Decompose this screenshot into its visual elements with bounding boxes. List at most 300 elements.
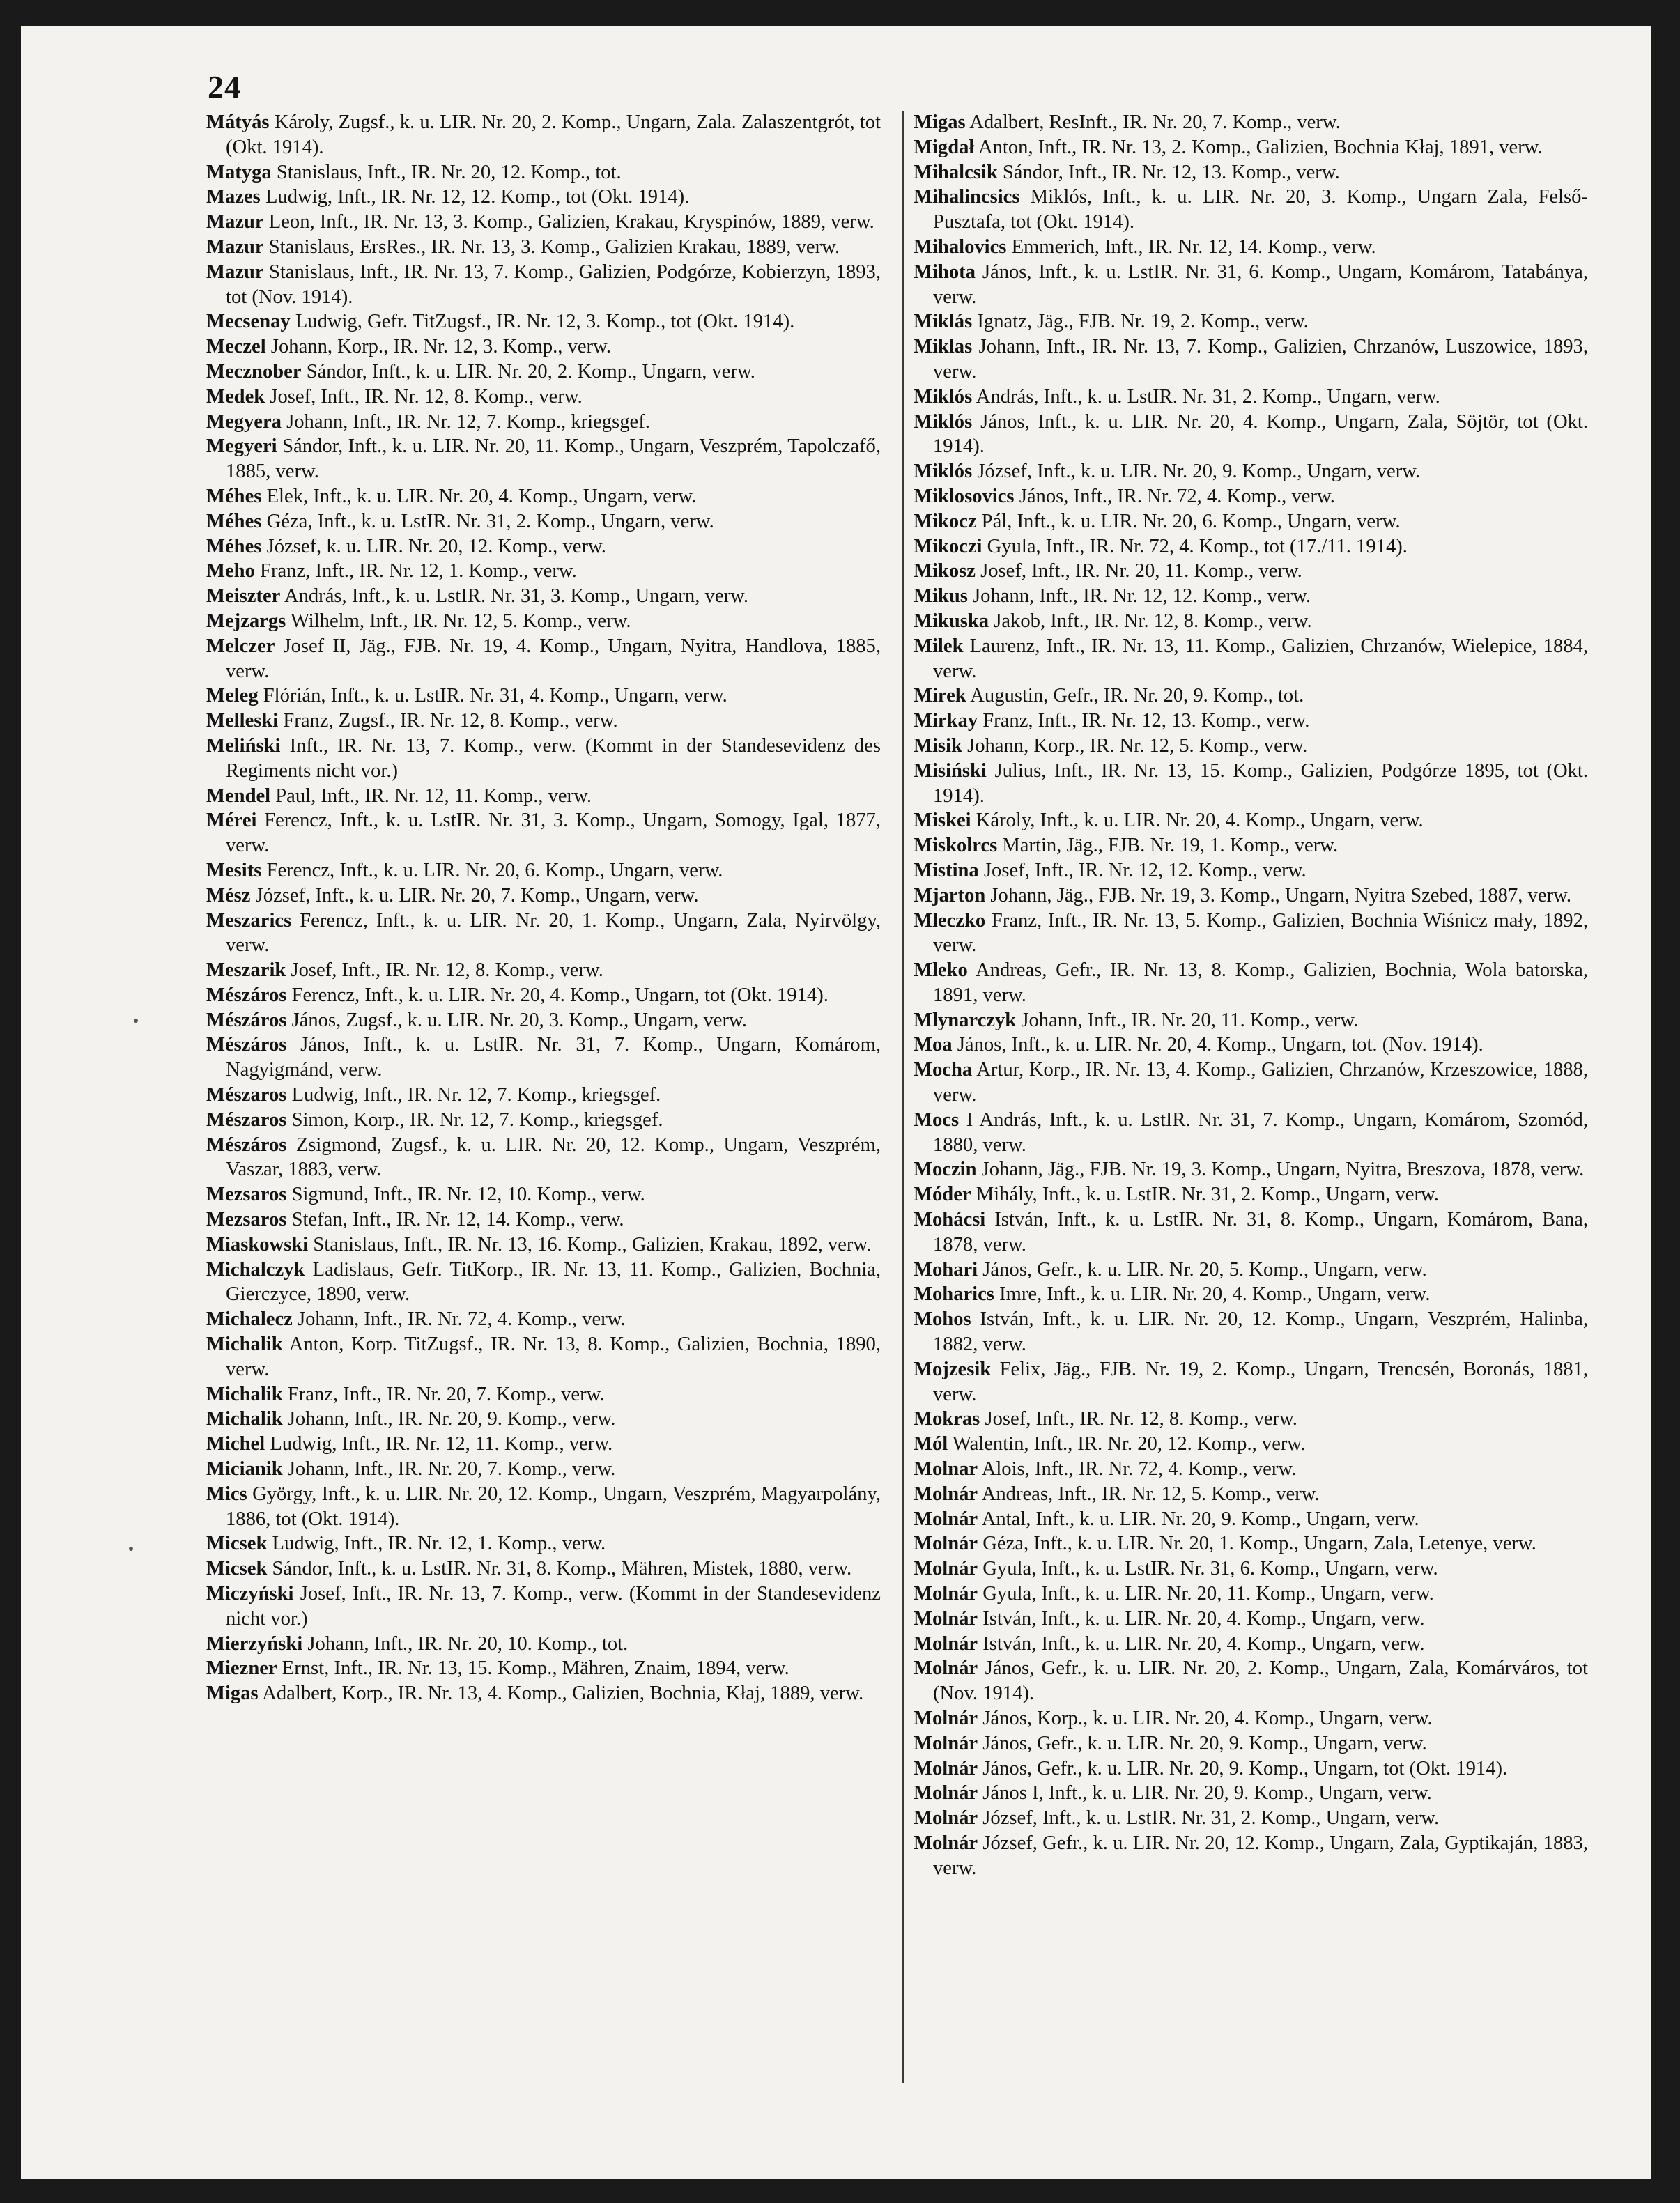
entry-surname: Molnár [914, 1583, 978, 1605]
entry-details: András, Inft., k. u. LstIR. Nr. 31, 3. Komp., Ungarn, verw. [284, 585, 748, 608]
register-entry [914, 833, 1588, 858]
register-entry [914, 534, 1588, 559]
register-entry [206, 634, 881, 684]
entry-details: Johann, Jäg., FJB. Nr. 19, 3. Komp., Ungarn, Nyitra Szebed, 1887, verw. [990, 884, 1572, 906]
register-entry [206, 1232, 881, 1258]
entry-details: Géza, Inft., k. u. LIR. Nr. 20, 1. Komp., Ungarn, Zala, Letenye, verw. [982, 1533, 1536, 1555]
entry-surname: Mojzesik [914, 1358, 992, 1380]
entry-surname: Miklós [914, 385, 973, 408]
entry-details: Laurenz, Inft., IR. Nr. 13, 11. Komp., Galizien, Chrzanów, Wielepice, 1884, verw. [933, 635, 1588, 682]
entry-surname: Matyga [206, 161, 272, 183]
entry-surname: Medek [206, 385, 265, 408]
entry-surname: Miklosovics [914, 485, 1015, 507]
entry-surname: Meczel [206, 336, 266, 358]
entry-details: Walentin, Inft., IR. Nr. 20, 12. Komp., verw. [952, 1433, 1306, 1455]
register-entry [914, 309, 1588, 334]
register-entry [914, 734, 1588, 759]
register-entry [914, 135, 1588, 160]
register-entry [206, 235, 881, 260]
entry-details: Adalbert, ResInft., IR. Nr. 20, 7. Komp., verw. [969, 111, 1341, 133]
entry-details: Imre, Inft., k. u. LIR. Nr. 20, 4. Komp., Ungarn, verw. [999, 1283, 1431, 1306]
entry-details: József, Inft., k. u. LIR. Nr. 20, 7. Komp., Ungarn, verw. [255, 884, 699, 906]
register-entry [206, 1083, 881, 1108]
register-entry [206, 385, 881, 410]
entry-details: Ferencz, Inft., k. u. LIR. Nr. 20, 1. Komp., Ungarn, Zala, Nyirvölgy, verw. [226, 909, 881, 957]
entry-details: Josef, Inft., IR. Nr. 20, 11. Komp., verw. [980, 560, 1302, 582]
register-entry [206, 309, 881, 334]
entry-details: Ladislaus, Gefr. TitKorp., IR. Nr. 13, 11. Komp., Galizien, Bochnia, Gierczyce, 1890, verw. [226, 1258, 881, 1306]
entry-details: Gyula, Inft., k. u. LstIR. Nr. 31, 6. Komp., Ungarn, verw. [982, 1558, 1438, 1580]
register-entry [914, 334, 1588, 385]
entry-surname: Micianik [206, 1458, 283, 1481]
entry-surname: Miklás [914, 311, 973, 333]
entry-surname: Mokras [914, 1408, 980, 1430]
register-entry [206, 709, 881, 734]
entry-details: Ludwig, Inft., IR. Nr. 12, 11. Komp., verw. [270, 1433, 613, 1455]
register-entry [914, 1831, 1588, 1881]
register-entry [914, 1607, 1588, 1632]
register-entry [914, 609, 1588, 634]
entry-details: János, Korp., k. u. LIR. Nr. 20, 4. Komp., Ungarn, verw. [982, 1708, 1433, 1729]
entry-surname: Mihalovics [914, 235, 1007, 258]
entry-surname: Molnár [914, 1483, 978, 1505]
entry-details: Ferencz, Inft., k. u. LstIR. Nr. 31, 3. Komp., Ungarn, Somogy, Igal, 1877, verw. [226, 810, 881, 857]
entry-details: István, Inft., k. u. LIR. Nr. 20, 4. Komp., Ungarn, verw. [982, 1632, 1425, 1655]
register-entry [206, 534, 881, 559]
entry-surname: Miklós [914, 410, 973, 433]
entry-surname: Michalik [206, 1334, 283, 1356]
page-number: 24 [208, 69, 241, 105]
entry-details: Ludwig, Gefr. TitZugsf., IR. Nr. 12, 3. Komp., tot (Okt. 1914). [295, 311, 795, 333]
register-entry [914, 1157, 1588, 1182]
entry-details: Adalbert, Korp., IR. Nr. 13, 4. Komp., Galizien, Bochnia, Kłaj, 1889, verw. [262, 1683, 864, 1705]
entry-surname: Mérei [206, 810, 257, 832]
entry-surname: Mocha [914, 1059, 973, 1081]
register-entry [914, 1806, 1588, 1831]
entry-details: Stefan, Inft., IR. Nr. 12, 14. Komp., verw. [291, 1209, 624, 1231]
register-entry [914, 509, 1588, 534]
entry-details: János, Gefr., k. u. LIR. Nr. 20, 2. Komp., Ungarn, Zala, Komárváros, tot (Nov. 1914). [933, 1657, 1588, 1705]
register-entry [206, 1182, 881, 1207]
register-entry [914, 1756, 1588, 1781]
entry-surname: Mendel [206, 784, 271, 807]
entry-details: Stanislaus, Inft., IR. Nr. 20, 12. Komp., tot. [276, 161, 622, 183]
entry-surname: Megyera [206, 410, 282, 433]
register-entry [914, 1507, 1588, 1532]
register-entry [914, 1582, 1588, 1607]
entry-details: Johann, Inft., IR. Nr. 72, 4. Komp., verw. [298, 1308, 626, 1331]
entry-surname: Mikus [914, 585, 968, 608]
register-entry [206, 734, 881, 784]
register-entry [206, 808, 881, 858]
entry-surname: Molnár [914, 1708, 978, 1729]
register-entry [206, 1556, 881, 1582]
entry-surname: Mész [206, 884, 251, 906]
register-entry [914, 559, 1588, 584]
register-entry [206, 1457, 881, 1482]
register-entry [914, 883, 1588, 909]
entry-details: Géza, Inft., k. u. LstIR. Nr. 31, 2. Komp., Ungarn, verw. [266, 510, 714, 532]
entry-details: Franz, Zugsf., IR. Nr. 12, 8. Komp., verw. [283, 710, 618, 732]
entry-details: János, Gefr., k. u. LIR. Nr. 20, 9. Komp., Ungarn, tot (Okt. 1914). [982, 1757, 1508, 1779]
entry-details: József, Gefr., k. u. LIR. Nr. 20, 12. Komp., Ungarn, Zala, Gyptikaján, 1883, verw. [933, 1832, 1588, 1879]
register-entry [914, 1781, 1588, 1806]
entry-details: Josef II, Jäg., FJB. Nr. 19, 4. Komp., Ungarn, Nyitra, Handlova, 1885, verw. [226, 635, 881, 682]
entry-details: Sigmund, Inft., IR. Nr. 12, 10. Komp., verw. [291, 1184, 645, 1206]
register-entry [914, 385, 1588, 410]
margin-dot [134, 1019, 138, 1023]
register-entry [914, 1656, 1588, 1706]
register-entry [206, 1632, 881, 1657]
entry-surname: Miskei [914, 810, 971, 832]
entry-details: Johann, Inft., IR. Nr. 12, 7. Komp., kriegsgef. [286, 410, 650, 433]
entry-details: Andreas, Inft., IR. Nr. 12, 5. Komp., verw. [981, 1483, 1320, 1505]
entry-surname: Molnár [914, 1607, 978, 1630]
column-divider [902, 111, 904, 2083]
entry-surname: Mohácsi [914, 1209, 986, 1231]
entry-details: Ludwig, Inft., IR. Nr. 12, 1. Komp., verw. [272, 1533, 606, 1555]
entry-details: Antal, Inft., k. u. LIR. Nr. 20, 9. Komp., Ungarn, verw. [981, 1508, 1419, 1530]
entry-surname: Mistina [914, 859, 979, 881]
entry-surname: Miczyński [206, 1583, 294, 1605]
register-entry [206, 410, 881, 435]
entry-surname: Mecsenay [206, 311, 291, 333]
entry-surname: Misiński [914, 759, 987, 782]
entry-surname: Mikuska [914, 610, 989, 632]
entry-details: Ignatz, Jäg., FJB. Nr. 19, 2. Komp., verw. [977, 311, 1309, 333]
entry-surname: Mirek [914, 685, 966, 707]
entry-surname: Mjarton [914, 884, 986, 906]
entry-surname: Méhes [206, 535, 262, 557]
register-entry [914, 1357, 1588, 1407]
entry-details: Johann, Inft., IR. Nr. 20, 10. Komp., tot. [307, 1632, 629, 1655]
entry-surname: Mirkay [914, 710, 978, 732]
register-entry [914, 1058, 1588, 1108]
entry-surname: Móder [914, 1184, 971, 1206]
entry-surname: Mocs [914, 1108, 960, 1131]
entry-surname: Mazur [206, 211, 264, 233]
entry-surname: Miskolrcs [914, 835, 998, 857]
entry-details: Ferencz, Inft., k. u. LIR. Nr. 20, 6. Komp., Ungarn, verw. [266, 859, 723, 881]
entry-surname: Mól [914, 1433, 948, 1455]
entry-surname: Michalik [206, 1408, 283, 1430]
register-entry [206, 983, 881, 1008]
entry-surname: Mátyás [206, 111, 270, 133]
register-entry [206, 484, 881, 509]
entry-details: Sándor, Inft., k. u. LIR. Nr. 20, 2. Komp., Ungarn, verw. [306, 360, 755, 382]
entry-surname: Mejzargs [206, 610, 286, 632]
entry-details: Johann, Korp., IR. Nr. 12, 3. Komp., verw. [270, 336, 612, 358]
entry-details: Emmerich, Inft., IR. Nr. 12, 14. Komp., verw. [1011, 235, 1376, 258]
entry-surname: Micsek [206, 1558, 268, 1580]
register-entry [206, 260, 881, 310]
register-entry [206, 185, 881, 210]
entry-details: Josef, Inft., IR. Nr. 13, 7. Komp., verw. (Kommt in der Standesevidenz nicht vor.) [226, 1583, 881, 1630]
entry-surname: Mészáros [206, 984, 287, 1006]
entry-surname: Mezsaros [206, 1209, 287, 1231]
entry-details: András, Inft., k. u. LstIR. Nr. 31, 2. Komp., Ungarn, verw. [976, 385, 1440, 408]
entry-details: Josef, Inft., IR. Nr. 12, 8. Komp., verw. [270, 385, 583, 408]
entry-details: Franz, Inft., IR. Nr. 20, 7. Komp., verw. [287, 1383, 605, 1405]
entry-surname: Miklós [914, 461, 973, 483]
entry-details: Anton, Inft., IR. Nr. 13, 2. Komp., Galizien, Bochnia Kłaj, 1891, verw. [978, 136, 1543, 158]
right-column [914, 110, 1588, 1881]
entry-details: János, Inft., k. u. LIR. Nr. 20, 4. Komp., Ungarn, Zala, Söjtör, tot (Okt. 1914). [933, 410, 1588, 458]
register-entry [914, 634, 1588, 684]
entry-details: József, Inft., k. u. LIR. Nr. 20, 9. Komp., Ungarn, verw. [977, 461, 1421, 483]
entry-details: Josef, Inft., IR. Nr. 12, 8. Komp., verw. [985, 1408, 1297, 1430]
entry-details: József, k. u. LIR. Nr. 20, 12. Komp., verw. [266, 535, 606, 557]
register-entry [914, 1531, 1588, 1556]
register-entry [206, 434, 881, 484]
entry-details: Sándor, Inft., k. u. LstIR. Nr. 31, 8. Komp., Mähren, Mistek, 1880, verw. [272, 1558, 852, 1580]
entry-details: József, Inft., k. u. LstIR. Nr. 31, 2. Komp., Ungarn, verw. [982, 1807, 1440, 1830]
register-entry [206, 1258, 881, 1308]
entry-details: Ernst, Inft., IR. Nr. 13, 15. Komp., Mähren, Znaim, 1894, verw. [282, 1657, 789, 1680]
entry-surname: Mihota [914, 261, 976, 283]
register-entry [206, 1008, 881, 1033]
entry-surname: Megyeri [206, 435, 277, 458]
entry-surname: Mleko [914, 959, 968, 982]
entry-details: Károly, Inft., k. u. LIR. Nr. 20, 4. Komp., Ungarn, verw. [976, 810, 1424, 832]
entry-details: Paul, Inft., IR. Nr. 12, 11. Komp., verw. [275, 784, 592, 807]
register-entry [914, 1008, 1588, 1033]
register-entry [206, 110, 881, 160]
register-entry [206, 1033, 881, 1083]
register-entry [914, 484, 1588, 509]
entry-details: Martin, Jäg., FJB. Nr. 19, 1. Komp., verw. [1002, 835, 1339, 857]
register-entry [914, 410, 1588, 460]
entry-details: Pál, Inft., k. u. LIR. Nr. 20, 6. Komp., Ungarn, verw. [981, 510, 1401, 532]
entry-details: Leon, Inft., IR. Nr. 13, 3. Komp., Galizien, Krakau, Kryspinów, 1889, verw. [268, 211, 874, 233]
entry-details: Stanislaus, ErsRes., IR. Nr. 13, 3. Komp., Galizien Krakau, 1889, verw. [268, 235, 840, 258]
entry-details: Sándor, Inft., IR. Nr. 12, 13. Komp., verw. [1002, 161, 1340, 183]
entry-surname: Meliński [206, 734, 281, 757]
register-entry [206, 1207, 881, 1232]
register-entry [914, 1482, 1588, 1507]
register-entry [206, 909, 881, 959]
entry-surname: Molnár [914, 1732, 978, 1754]
register-entry [206, 1307, 881, 1332]
register-entry [206, 559, 881, 584]
register-entry [914, 1033, 1588, 1058]
entry-surname: Mikocz [914, 510, 977, 532]
entry-details: Johann, Inft., IR. Nr. 20, 9. Komp., verw. [287, 1408, 616, 1430]
entry-surname: Mohos [914, 1308, 971, 1331]
entry-surname: Méhes [206, 485, 262, 507]
entry-details: Gyula, Inft., k. u. LIR. Nr. 20, 11. Komp., Ungarn, verw. [982, 1583, 1434, 1605]
entry-surname: Molnar [914, 1458, 978, 1481]
register-entry [206, 1133, 881, 1183]
entry-surname: Molnár [914, 1508, 978, 1530]
entry-surname: Mihalcsik [914, 161, 998, 183]
entry-surname: Molnár [914, 1782, 978, 1804]
entry-surname: Mikoczi [914, 535, 982, 557]
entry-surname: Michel [206, 1433, 265, 1455]
register-entry [914, 1632, 1588, 1657]
entry-details: Johann, Jäg., FJB. Nr. 19, 3. Komp., Ungarn, Nyitra, Breszova, 1878, verw. [981, 1159, 1585, 1181]
entry-surname: Mikosz [914, 560, 976, 582]
entry-details: Ludwig, Inft., IR. Nr. 12, 7. Komp., kriegsgef. [291, 1084, 661, 1106]
entry-surname: Mics [206, 1483, 247, 1505]
entry-details: Ferencz, Inft., k. u. LIR. Nr. 20, 4. Komp., Ungarn, tot (Okt. 1914). [291, 984, 829, 1006]
register-entry [914, 260, 1588, 310]
entry-details: Zsigmond, Zugsf., k. u. LIR. Nr. 20, 12. Komp., Ungarn, Veszprém, Vaszar, 1883, verw. [226, 1134, 881, 1181]
entry-surname: Mesits [206, 859, 262, 881]
entry-details: János, Gefr., k. u. LIR. Nr. 20, 9. Komp., Ungarn, verw. [982, 1732, 1427, 1754]
entry-details: Augustin, Gefr., IR. Nr. 20, 9. Komp., tot. [970, 685, 1304, 707]
register-entry [914, 1182, 1588, 1207]
entry-surname: Migas [206, 1683, 259, 1705]
entry-surname: Michalik [206, 1383, 283, 1405]
entry-details: Johann, Inft., IR. Nr. 12, 12. Komp., verw. [973, 585, 1311, 608]
register-entry [914, 1432, 1588, 1457]
register-entry [914, 1258, 1588, 1283]
register-entry [914, 683, 1588, 709]
entry-details: Felix, Jäg., FJB. Nr. 19, 2. Komp., Ungarn, Trencsén, Boronás, 1881, verw. [933, 1358, 1588, 1405]
entry-surname: Mleczko [914, 909, 986, 932]
entry-surname: Molnár [914, 1558, 978, 1580]
register-entry [914, 909, 1588, 959]
register-entry [914, 459, 1588, 484]
register-entry [206, 609, 881, 634]
register-entry [206, 509, 881, 534]
register-entry [206, 584, 881, 609]
entry-details: Károly, Zugsf., k. u. LIR. Nr. 20, 2. Komp., Ungarn, Zala. Zalaszentgrót, tot (Okt. 1914). [226, 111, 881, 158]
entry-surname: Migdał [914, 136, 975, 158]
entry-surname: Micsek [206, 1533, 268, 1555]
entry-details: Anton, Korp. TitZugsf., IR. Nr. 13, 8. Komp., Galizien, Bochnia, 1890, verw. [226, 1334, 881, 1380]
entry-surname: Migas [914, 111, 966, 133]
entry-details: János, Inft., k. u. LstIR. Nr. 31, 6. Komp., Ungarn, Komárom, Tatabánya, verw. [933, 261, 1588, 308]
entry-surname: Meiszter [206, 585, 281, 608]
entry-surname: Mlynarczyk [914, 1009, 1017, 1031]
entry-details: Josef, Inft., IR. Nr. 12, 12. Komp., verw. [983, 859, 1307, 881]
entry-surname: Mohari [914, 1258, 978, 1281]
entry-details: Franz, Inft., IR. Nr. 13, 5. Komp., Galizien, Bochnia Wiśnicz mały, 1892, verw. [933, 909, 1588, 957]
entry-details: I András, Inft., k. u. LstIR. Nr. 31, 7. Komp., Ungarn, Komárom, Szomód, 1880, verw. [933, 1108, 1588, 1156]
entry-details: Miklós, Inft., k. u. LIR. Nr. 20, 3. Komp., Ungarn Zala, Felső-Pusztafa, tot (Okt. 1914). [933, 186, 1589, 233]
entry-surname: Mészaros [206, 1084, 287, 1106]
register-entry [914, 759, 1588, 809]
entry-surname: Mazur [206, 261, 264, 283]
register-entry [206, 784, 881, 809]
register-entry [206, 1108, 881, 1133]
entry-surname: Mezsaros [206, 1184, 287, 1206]
entry-details: Johann, Korp., IR. Nr. 12, 5. Komp., verw. [967, 734, 1308, 757]
entry-surname: Mazur [206, 235, 264, 258]
entry-details: Johann, Inft., IR. Nr. 20, 7. Komp., verw. [287, 1458, 616, 1481]
entry-details: Jakob, Inft., IR. Nr. 12, 8. Komp., verw. [994, 610, 1312, 632]
register-entry [914, 1108, 1588, 1158]
register-entry [914, 1282, 1588, 1307]
entry-surname: Molnár [914, 1657, 978, 1680]
entry-details: Elek, Inft., k. u. LIR. Nr. 20, 4. Komp., Ungarn, verw. [266, 485, 697, 507]
entry-details: István, Inft., k. u. LIR. Nr. 20, 4. Komp., Ungarn, verw. [982, 1607, 1425, 1630]
entry-details: Flórián, Inft., k. u. LstIR. Nr. 31, 4. Komp., Ungarn, verw. [263, 685, 727, 707]
register-entry [206, 334, 881, 360]
register-entry [914, 1556, 1588, 1582]
register-entry [914, 1457, 1588, 1482]
entry-surname: Molnár [914, 1632, 978, 1655]
entry-surname: Mészáros [206, 1034, 287, 1056]
register-entry [914, 1207, 1588, 1258]
register-entry [914, 584, 1588, 609]
register-entry [206, 858, 881, 883]
entry-surname: Moharics [914, 1283, 994, 1306]
entry-surname: Miezner [206, 1657, 277, 1680]
entry-surname: Meszarik [206, 959, 286, 982]
register-entry [914, 185, 1588, 235]
entry-details: Julius, Inft., IR. Nr. 13, 15. Komp., Galizien, Podgórze 1895, tot (Okt. 1914). [933, 759, 1588, 807]
register-entry [206, 1332, 881, 1382]
register-entry [206, 683, 881, 709]
entry-details: János, Inft., IR. Nr. 72, 4. Komp., verw. [1019, 485, 1335, 507]
entry-surname: Misik [914, 734, 962, 757]
entry-details: Ludwig, Inft., IR. Nr. 12, 12. Komp., tot (Okt. 1914). [265, 186, 690, 208]
register-entry [206, 1582, 881, 1632]
entry-details: György, Inft., k. u. LIR. Nr. 20, 12. Komp., Ungarn, Veszprém, Magyarpolány, 1886, tot (Okt. 1914). [226, 1483, 881, 1530]
entry-details: Wilhelm, Inft., IR. Nr. 12, 5. Komp., verw. [290, 610, 631, 632]
register-entry [206, 360, 881, 385]
entry-surname: Milek [914, 635, 964, 657]
register-entry [914, 235, 1588, 260]
entry-details: János I, Inft., k. u. LIR. Nr. 20, 9. Komp., Ungarn, verw. [982, 1782, 1432, 1804]
register-entry [914, 1307, 1588, 1357]
entry-surname: Meho [206, 560, 255, 582]
entry-details: Sándor, Inft., k. u. LIR. Nr. 20, 11. Komp., Ungarn, Veszprém, Tapolczafő, 1885, verw. [226, 435, 881, 483]
entry-surname: Mészáros [206, 1134, 287, 1156]
register-entry [914, 958, 1588, 1008]
entry-surname: Miklas [914, 336, 973, 358]
entry-details: Gyula, Inft., IR. Nr. 72, 4. Komp., tot (17./11. 1914). [987, 535, 1408, 557]
register-entry [206, 1482, 881, 1532]
register-entry [914, 1731, 1588, 1756]
register-entry [206, 958, 881, 983]
entry-details: Franz, Inft., IR. Nr. 12, 1. Komp., verw. [260, 560, 577, 582]
register-entry [206, 210, 881, 235]
entry-surname: Melczer [206, 635, 275, 657]
register-entry [914, 709, 1588, 734]
entry-surname: Moczin [914, 1159, 977, 1181]
entry-surname: Mierzyński [206, 1632, 303, 1655]
register-entry [914, 160, 1588, 185]
entry-details: Artur, Korp., IR. Nr. 13, 4. Komp., Galizien, Chrzanów, Krzeszowice, 1888, verw. [933, 1059, 1588, 1106]
entry-surname: Miaskowski [206, 1233, 309, 1255]
register-entry [206, 1531, 881, 1556]
entry-surname: Molnár [914, 1832, 978, 1854]
entry-details: Johann, Inft., IR. Nr. 20, 11. Komp., verw. [1021, 1009, 1359, 1031]
register-entry [914, 110, 1588, 135]
entry-details: Simon, Korp., IR. Nr. 12, 7. Komp., kriegsgef. [291, 1108, 663, 1131]
register-entry [914, 808, 1588, 833]
register-entry [914, 858, 1588, 883]
register-entry [914, 1706, 1588, 1731]
entry-details: Stanislaus, Inft., IR. Nr. 13, 7. Komp., Galizien, Podgórze, Kobierzyn, 1893, tot (Nov. 1914). [226, 261, 881, 308]
entry-surname: Molnár [914, 1757, 978, 1779]
entry-details: Andreas, Gefr., IR. Nr. 13, 8. Komp., Galizien, Bochnia, Wola batorska, 1891, verw. [933, 959, 1588, 1006]
entry-details: János, Inft., k. u. LstIR. Nr. 31, 7. Komp., Ungarn, Komárom, Nagyigmánd, verw. [226, 1034, 881, 1081]
entry-surname: Méhes [206, 510, 262, 532]
entry-surname: Mecznober [206, 360, 302, 382]
entry-details: Stanislaus, Inft., IR. Nr. 13, 16. Komp., Galizien, Krakau, 1892, verw. [313, 1233, 872, 1255]
entry-surname: Mazes [206, 186, 261, 208]
register-entry [206, 1382, 881, 1407]
register-entry [206, 1656, 881, 1681]
entry-details: Franz, Inft., IR. Nr. 12, 13. Komp., verw. [982, 710, 1310, 732]
document-page [21, 26, 1651, 2179]
register-entry [206, 1407, 881, 1432]
